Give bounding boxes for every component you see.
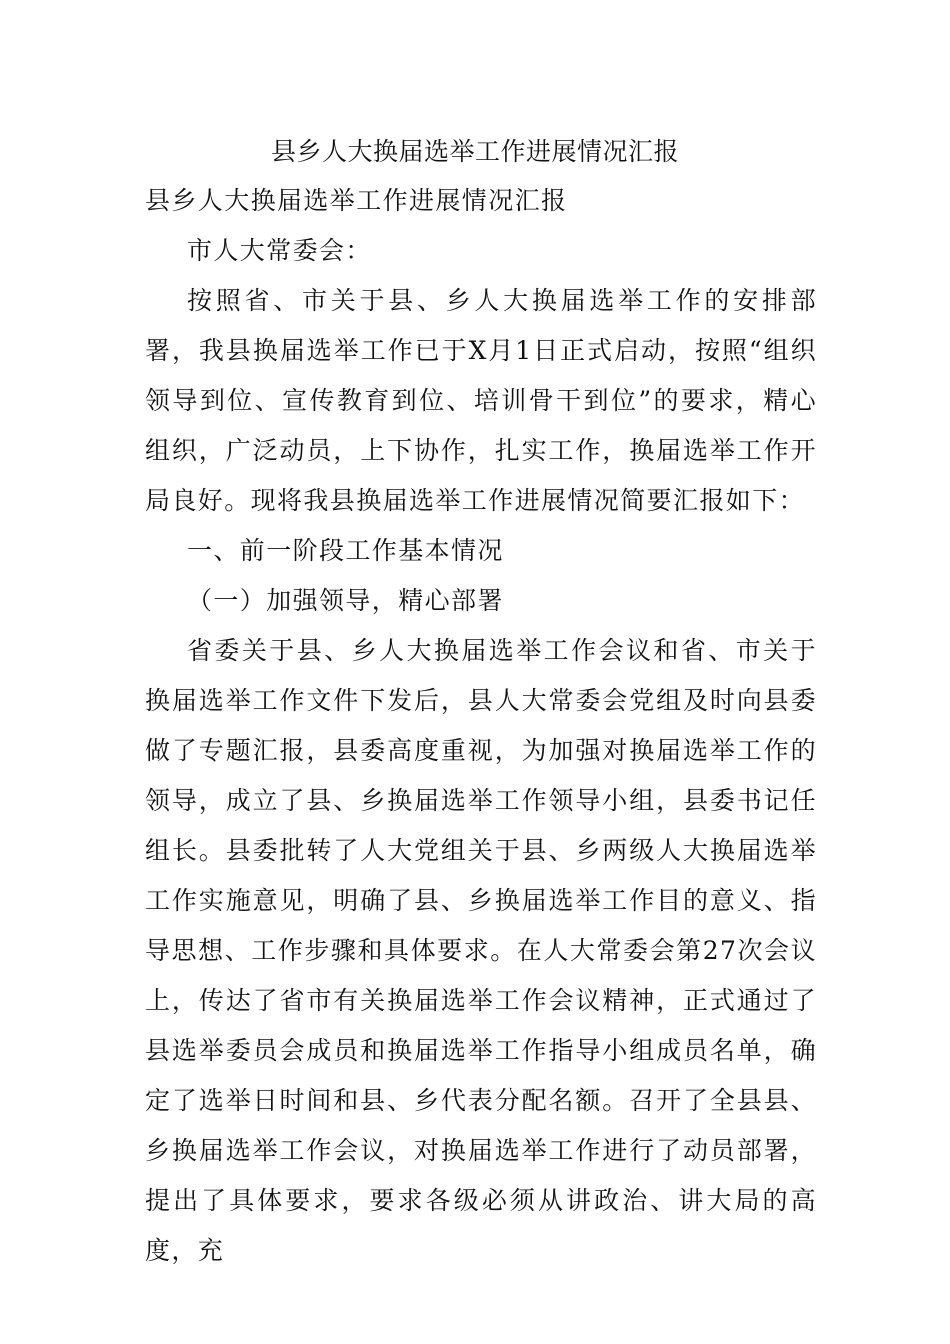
subsection-heading-1: （一）加强领导，精心部署 (187, 586, 504, 615)
document-body (145, 176, 817, 1276)
document-title: 县乡人大换届选举工作进展情况汇报 (270, 137, 679, 166)
paragraph-intro: 按照省、市关于县、乡人大换届选举工作的安排部署，我县换届选举工作已于X月1日正式启动，按照“组织领导到位、宣传教育到位、培训骨干到位”的要求，精心组织，广泛动员，上下协作，扎实工作，换届选举工作开局良好。现将我县换届选举工作进展情况简要汇报如下： (145, 286, 817, 515)
document-subtitle: 县乡人大换届选举工作进展情况汇报 (145, 186, 568, 215)
section-heading-1: 一、前一阶段工作基本情况 (187, 536, 504, 565)
paragraph-leadership: 省委关于县、乡人大换届选举工作会议和省、市关于换届选举工作文件下发后，县人大常委会党组及时向县委做了专题汇报，县委高度重视，为加强对换届选举工作的领导，成立了县、乡换届选举工作领导小组，县委书记任组长。县委批转了人大党组关于县、乡两级人大换届选举工作实施意见，明确了县、乡换届选举工作目的意义、指导思想、工作步骤和具体要求。在人大常委会第27次会议上，传达了省市有关换届选举工作会议精神，正式通过了县选举委员会成员和换届选举工作指导小组成员名单，确定了选举日时间和县、乡代表分配名额。召开了全县县、乡换届选举工作会议，对换届选举工作进行了动员部署，提出了具体要求，要求各级必须从讲政治、讲大局的高度，充 (145, 636, 817, 1265)
salutation: 市人大常委会： (187, 236, 372, 265)
